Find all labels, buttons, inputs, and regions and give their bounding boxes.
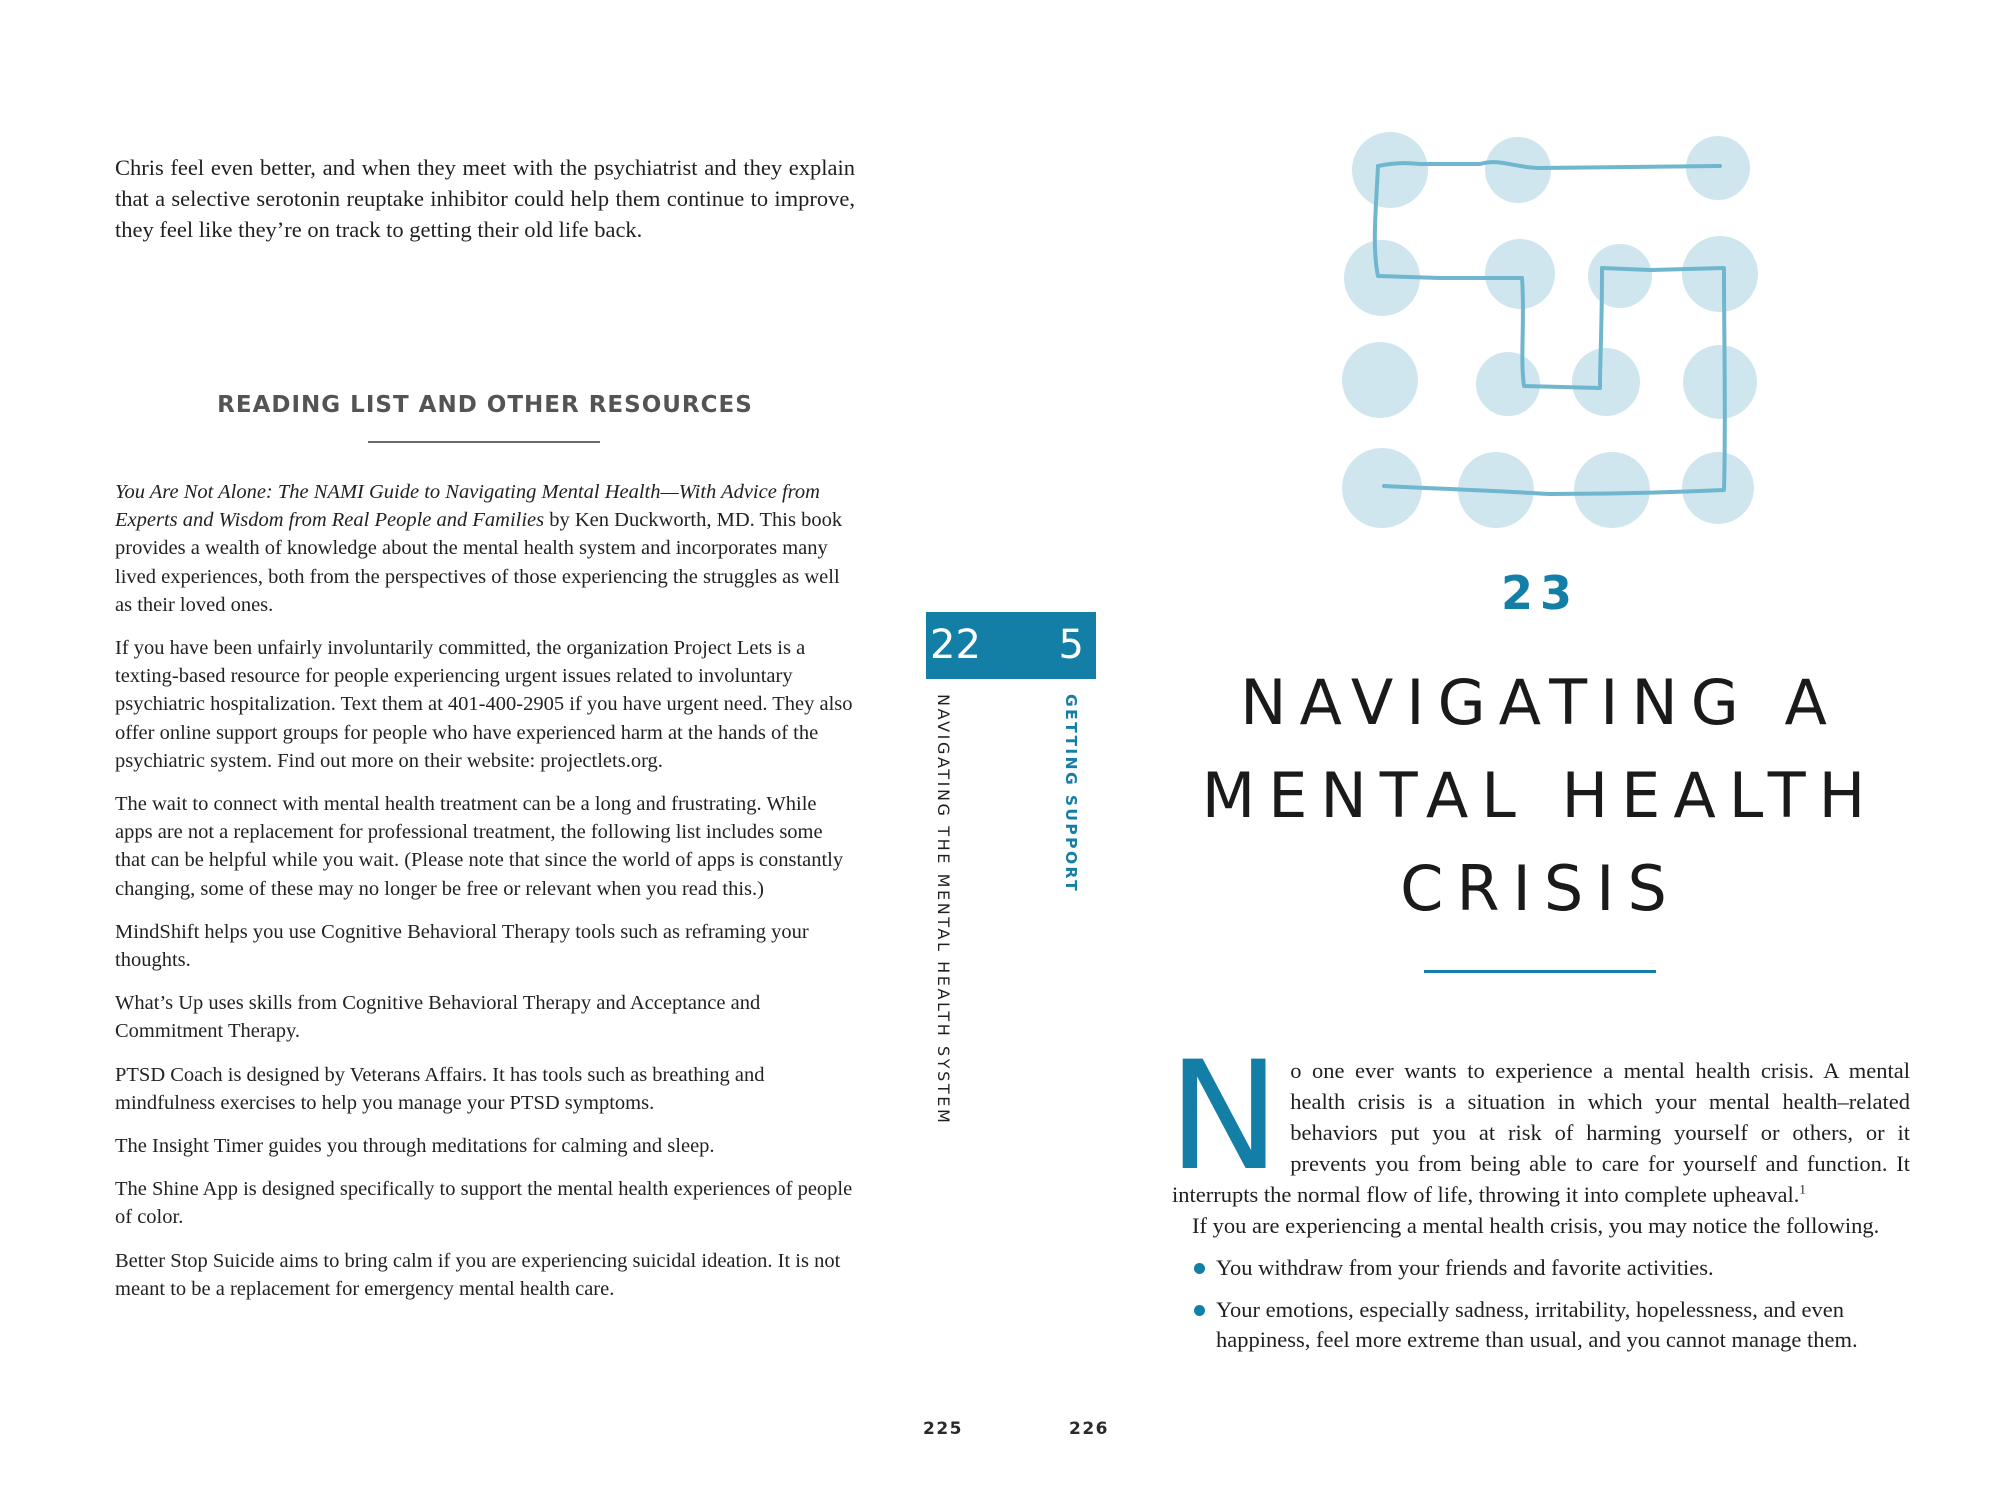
chapter-title-line-1: NAVIGATING A — [1240, 666, 1840, 739]
resource-apps-intro: The wait to connect with mental health treatment can be a long and frustrating. While apps are not a replacement for professional treatment, the following list includes some that can be helpful while you wait. (Please note that since the world of apps is constantly changing, some of these may no longer be free or relevant when you read this.) — [115, 793, 844, 900]
part-tab-right: 5 — [1000, 612, 1096, 679]
maze-dot — [1476, 352, 1540, 416]
maze-dot — [1574, 452, 1650, 528]
resource-shine: The Shine App is designed specifically to support the mental health experiences of people of color. — [115, 1178, 853, 1229]
resource-insight-timer: The Insight Timer guides you through meditations for calming and sleep. — [115, 1135, 715, 1158]
running-head-left: NAVIGATING THE MENTAL HEALTH SYSTEM — [934, 694, 953, 1126]
maze-dot — [1485, 137, 1551, 203]
opening-text: o one ever wants to experience a mental health crisis. A mental health crisis is a situation in which your mental health–related behaviors put you at risk of harming yourself or others, or it prevents you from being able to care for yourself and function. It interrupts the normal flow of life, throwing it into complete upheaval. — [1172, 1058, 1910, 1207]
resource-mindshift: MindShift helps you use Cognitive Behavioral Therapy tools such as reframing your thoughts. — [115, 920, 809, 972]
maze-illustration — [1300, 118, 1800, 548]
page-number-left: 225 — [923, 1419, 963, 1439]
maze-dots — [1342, 132, 1758, 528]
bullet-icon — [1194, 1263, 1205, 1274]
lead-in-paragraph: If you are experiencing a mental health crisis, you may notice the following. — [1192, 1213, 1880, 1238]
book-title: You Are Not Alone: The NAMI Guide to Navigating Mental Health—With Advice from Experts and Wisdom from Real People and Families — [115, 481, 820, 532]
resource-project-lets: If you have been unfairly involuntarily committed, the organization Project Lets is a texting-based resource for people experiencing urgent issues related to involuntary psychiatric hospitalization. Text them at 401-400-2905 if you have urgent need. They also offer online support groups for people who have experienced harm at the hands of the psychiatric system. Find out more on their website: projectlets.org. — [115, 637, 853, 772]
title-divider — [1424, 970, 1656, 973]
chapter-body — [1168, 1030, 1910, 1367]
part-tab-left: 22 — [926, 612, 1000, 679]
footnote-marker: 1 — [1799, 1181, 1806, 1197]
maze-dot — [1682, 452, 1754, 524]
list-item — [1194, 1295, 1910, 1355]
maze-dot — [1683, 345, 1757, 419]
section-divider — [368, 441, 600, 443]
page-number-right: 226 — [1069, 1419, 1109, 1439]
running-head-right: GETTING SUPPORT — [1062, 694, 1080, 894]
maze-dot — [1342, 342, 1418, 418]
resource-whats-up: What’s Up uses skills from Cognitive Behavioral Therapy and Acceptance and Commitment Therapy. — [115, 992, 761, 1043]
maze-dot — [1485, 239, 1555, 309]
maze-dot — [1682, 236, 1758, 312]
resource-list — [115, 478, 855, 1318]
chapter-number: 23 — [1500, 566, 1579, 620]
list-item-text: Your emotions, especially sadness, irritability, hopelessness, and even happiness, feel more extreme than usual, and you cannot manage them. — [1216, 1297, 1858, 1352]
maze-dot — [1352, 132, 1428, 208]
drop-cap: N — [1168, 1030, 1281, 1204]
list-item-text: You withdraw from your friends and favorite activities. — [1216, 1255, 1714, 1280]
bullet-icon — [1194, 1305, 1205, 1316]
carry-over-paragraph: Chris feel even better, and when they meet with the psychiatrist and they explain that a selective serotonin reuptake inhibitor could help them continue to improve, they feel like they’re on track to getting their old life back. — [115, 155, 855, 242]
opening-paragraph — [1168, 1030, 1910, 1210]
section-heading: READING LIST AND OTHER RESOURCES — [217, 392, 753, 418]
resource-ptsd-coach: PTSD Coach is designed by Veterans Affairs. It has tools such as breathing and mindfulness exercises to help you manage your PTSD symptoms. — [115, 1063, 765, 1114]
maze-path — [1375, 162, 1725, 494]
maze-dot — [1588, 244, 1652, 308]
chapter-title-line-3: CRISIS — [1400, 852, 1680, 925]
book-description: by Ken Duckworth, MD. This book provides a wealth of knowledge about the mental health system and incorporates many lived experiences, both from the perspectives of those experiencing the struggles as well as their loved ones. — [115, 509, 843, 616]
resource-book — [115, 478, 855, 619]
resource-better-stop-suicide: Better Stop Suicide aims to bring calm if you are experiencing suicidal ideation. It is not meant to be a replacement for emergency mental health care. — [115, 1249, 841, 1300]
maze-dot — [1572, 348, 1640, 416]
chapter-title — [1160, 656, 1920, 935]
symptom-list — [1172, 1253, 1910, 1355]
chapter-title-line-2: MENTAL HEALTH — [1201, 759, 1879, 832]
list-item — [1194, 1253, 1910, 1283]
